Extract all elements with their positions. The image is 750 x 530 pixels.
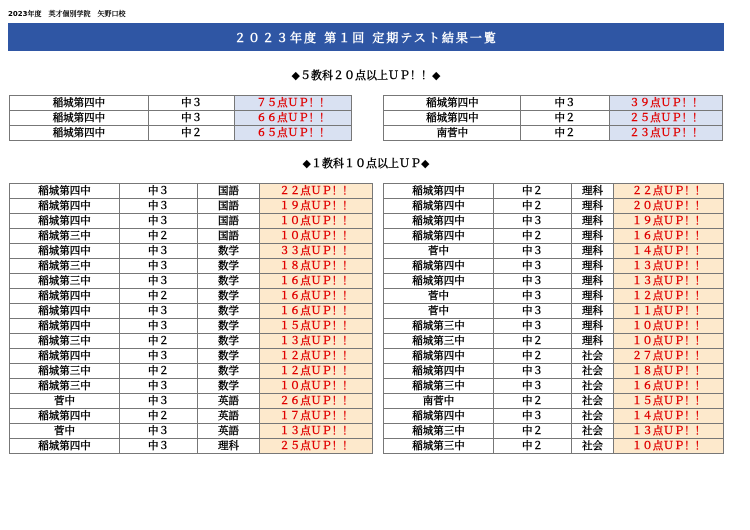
- section2-title: ◆１教科１０点以上ＵＰ◆: [302, 157, 430, 170]
- single-subject-table: [9, 183, 724, 454]
- grade-cell: 中３: [494, 214, 572, 229]
- spacer-cell: [373, 334, 384, 349]
- subject-cell: 社会: [572, 439, 614, 454]
- subject-cell: 英語: [198, 409, 260, 424]
- spacer-cell: [373, 244, 384, 259]
- spacer-cell: [373, 394, 384, 409]
- grade-cell: 中３: [120, 439, 198, 454]
- result-cell: ２２点ＵＰ！！: [260, 184, 373, 199]
- school-cell: 稲城第四中: [10, 126, 149, 141]
- school-cell: 稲城第四中: [384, 96, 521, 111]
- result-cell: １０点ＵＰ！！: [614, 319, 724, 334]
- subject-cell: 社会: [572, 394, 614, 409]
- table-row: [10, 364, 724, 379]
- school-cell: 稲城第四中: [384, 364, 494, 379]
- spacer-cell: [373, 379, 384, 394]
- school-cell: 稲城第三中: [10, 274, 120, 289]
- table-row: [10, 126, 723, 141]
- result-cell: １４点ＵＰ！！: [614, 244, 724, 259]
- spacer-cell: [351, 96, 384, 111]
- school-cell: 稲城第四中: [10, 304, 120, 319]
- school-cell: 稲城第三中: [384, 319, 494, 334]
- school-cell: 稲城第四中: [384, 111, 521, 126]
- subject-cell: 理科: [572, 199, 614, 214]
- school-cell: 菅中: [384, 244, 494, 259]
- result-cell: １０点ＵＰ！！: [614, 334, 724, 349]
- result-cell: １８点ＵＰ！！: [260, 259, 373, 274]
- school-cell: 稲城第四中: [384, 259, 494, 274]
- grade-cell: 中３: [120, 184, 198, 199]
- school-cell: 稲城第四中: [10, 111, 149, 126]
- spacer-cell: [373, 214, 384, 229]
- school-cell: 稲城第四中: [10, 409, 120, 424]
- subject-cell: 国語: [198, 184, 260, 199]
- table-row: [10, 259, 724, 274]
- subject-cell: 英語: [198, 394, 260, 409]
- grade-cell: 中３: [120, 424, 198, 439]
- result-cell: １５点ＵＰ！！: [614, 394, 724, 409]
- grade-cell: 中３: [494, 274, 572, 289]
- result-cell: １７点ＵＰ！！: [260, 409, 373, 424]
- subject-cell: 英語: [198, 424, 260, 439]
- school-cell: 稲城第四中: [384, 349, 494, 364]
- school-cell: 稲城第四中: [10, 349, 120, 364]
- school-cell: 稲城第四中: [10, 199, 120, 214]
- subject-cell: 理科: [572, 214, 614, 229]
- spacer-cell: [373, 199, 384, 214]
- school-cell: 稲城第四中: [10, 96, 149, 111]
- grade-cell: 中３: [120, 319, 198, 334]
- grade-cell: 中２: [521, 111, 609, 126]
- spacer-cell: [351, 111, 384, 126]
- subject-cell: 国語: [198, 214, 260, 229]
- school-cell: 菅中: [384, 304, 494, 319]
- school-cell: 菅中: [10, 394, 120, 409]
- result-cell: １３点ＵＰ！！: [260, 334, 373, 349]
- result-cell: ６５点ＵＰ！！: [235, 126, 351, 141]
- spacer-cell: [373, 229, 384, 244]
- result-cell: ２３点ＵＰ！！: [609, 126, 722, 141]
- result-cell: １３点ＵＰ！！: [614, 424, 724, 439]
- school-cell: 稲城第三中: [10, 379, 120, 394]
- subject-cell: 数学: [198, 349, 260, 364]
- subject-cell: 理科: [572, 274, 614, 289]
- result-cell: ２６点ＵＰ！！: [260, 394, 373, 409]
- grade-cell: 中３: [120, 244, 198, 259]
- grade-cell: 中３: [494, 319, 572, 334]
- school-cell: 稲城第三中: [384, 424, 494, 439]
- grade-cell: 中２: [494, 334, 572, 349]
- table-row: [10, 229, 724, 244]
- table-row: [10, 214, 724, 229]
- subject-cell: 理科: [572, 244, 614, 259]
- school-cell: 稲城第三中: [10, 364, 120, 379]
- result-cell: １３点ＵＰ！！: [614, 274, 724, 289]
- subject-cell: 数学: [198, 244, 260, 259]
- grade-cell: 中３: [148, 111, 234, 126]
- school-cell: 稲城第三中: [384, 334, 494, 349]
- school-cell: 稲城第四中: [384, 184, 494, 199]
- spacer-cell: [373, 409, 384, 424]
- spacer-cell: [373, 304, 384, 319]
- table-row: [10, 289, 724, 304]
- spacer-cell: [373, 184, 384, 199]
- school-cell: 稲城第四中: [384, 229, 494, 244]
- subject-cell: 数学: [198, 289, 260, 304]
- grade-cell: 中３: [120, 349, 198, 364]
- spacer-cell: [373, 364, 384, 379]
- grade-cell: 中３: [120, 259, 198, 274]
- grade-cell: 中３: [120, 304, 198, 319]
- result-cell: １５点ＵＰ！！: [260, 319, 373, 334]
- result-cell: １３点ＵＰ！！: [614, 259, 724, 274]
- grade-cell: 中３: [120, 394, 198, 409]
- school-cell: 稲城第四中: [10, 184, 120, 199]
- subject-cell: 理科: [572, 184, 614, 199]
- result-cell: １０点ＵＰ！！: [260, 214, 373, 229]
- grade-cell: 中３: [521, 96, 609, 111]
- grade-cell: 中２: [148, 126, 234, 141]
- school-cell: 稲城第四中: [384, 409, 494, 424]
- subject-cell: 数学: [198, 379, 260, 394]
- result-cell: １８点ＵＰ！！: [614, 364, 724, 379]
- school-cell: 稲城第三中: [10, 334, 120, 349]
- grade-cell: 中３: [120, 274, 198, 289]
- result-cell: ２７点ＵＰ！！: [614, 349, 724, 364]
- subject-cell: 数学: [198, 304, 260, 319]
- result-cell: ３９点ＵＰ！！: [609, 96, 722, 111]
- school-cell: 稲城第四中: [10, 319, 120, 334]
- subject-cell: 国語: [198, 229, 260, 244]
- result-cell: １０点ＵＰ！！: [260, 379, 373, 394]
- subject-cell: 数学: [198, 364, 260, 379]
- grade-cell: 中３: [494, 304, 572, 319]
- result-cell: １０点ＵＰ！！: [260, 229, 373, 244]
- school-cell: 稲城第三中: [10, 259, 120, 274]
- table-row: [10, 334, 724, 349]
- grade-cell: 中２: [494, 424, 572, 439]
- spacer-cell: [373, 289, 384, 304]
- table-row: [10, 409, 724, 424]
- school-cell: 稲城第三中: [384, 379, 494, 394]
- table-row: [10, 304, 724, 319]
- result-cell: １６点ＵＰ！！: [260, 289, 373, 304]
- grade-cell: 中２: [494, 439, 572, 454]
- spacer-cell: [351, 126, 384, 141]
- result-cell: １１点ＵＰ！！: [614, 304, 724, 319]
- result-cell: １９点ＵＰ！！: [614, 214, 724, 229]
- grade-cell: 中３: [120, 199, 198, 214]
- spacer-cell: [373, 274, 384, 289]
- grade-cell: 中２: [494, 229, 572, 244]
- spacer-cell: [373, 259, 384, 274]
- subject-cell: 数学: [198, 319, 260, 334]
- spacer-cell: [373, 424, 384, 439]
- result-cell: １６点ＵＰ！！: [614, 379, 724, 394]
- grade-cell: 中２: [494, 184, 572, 199]
- result-cell: ２０点ＵＰ！！: [614, 199, 724, 214]
- result-cell: １９点ＵＰ！！: [260, 199, 373, 214]
- grade-cell: 中３: [120, 379, 198, 394]
- school-cell: 稲城第四中: [10, 439, 120, 454]
- table-row: [10, 439, 724, 454]
- result-cell: ２５点ＵＰ！！: [609, 111, 722, 126]
- subject-cell: 国語: [198, 199, 260, 214]
- result-cell: １０点ＵＰ！！: [614, 439, 724, 454]
- header-note: 2023年度 英才個別学院 矢野口校: [8, 10, 126, 18]
- table-row: [10, 349, 724, 364]
- school-cell: 南菅中: [384, 126, 521, 141]
- grade-cell: 中２: [120, 364, 198, 379]
- school-cell: 稲城第四中: [10, 214, 120, 229]
- grade-cell: 中２: [120, 289, 198, 304]
- result-cell: ２５点ＵＰ！！: [260, 439, 373, 454]
- spacer-cell: [373, 319, 384, 334]
- page-title: ２０２３年度 第１回 定期テスト結果一覧: [8, 23, 724, 51]
- grade-cell: 中２: [120, 334, 198, 349]
- grade-cell: 中２: [494, 394, 572, 409]
- table-row: [10, 424, 724, 439]
- table-row: [10, 319, 724, 334]
- school-cell: 菅中: [10, 424, 120, 439]
- table-row: [10, 274, 724, 289]
- school-cell: 稲城第四中: [384, 214, 494, 229]
- subject-cell: 理科: [572, 259, 614, 274]
- result-cell: １２点ＵＰ！！: [260, 364, 373, 379]
- subject-cell: 理科: [572, 229, 614, 244]
- result-cell: ６６点ＵＰ！！: [235, 111, 351, 126]
- school-cell: 稲城第四中: [384, 274, 494, 289]
- school-cell: 稲城第四中: [10, 289, 120, 304]
- school-cell: 稲城第四中: [10, 244, 120, 259]
- spacer-cell: [373, 439, 384, 454]
- result-cell: １３点ＵＰ！！: [260, 424, 373, 439]
- school-cell: 稲城第四中: [384, 199, 494, 214]
- subject-cell: 社会: [572, 424, 614, 439]
- result-cell: １４点ＵＰ！！: [614, 409, 724, 424]
- section1-title: ◆５教科２０点以上ＵＰ！！◆: [291, 69, 441, 82]
- subject-cell: 理科: [198, 439, 260, 454]
- grade-cell: 中３: [494, 244, 572, 259]
- subject-cell: 社会: [572, 409, 614, 424]
- subject-cell: 社会: [572, 349, 614, 364]
- table-row: [10, 379, 724, 394]
- grade-cell: 中３: [494, 259, 572, 274]
- subject-cell: 理科: [572, 289, 614, 304]
- school-cell: 稲城第三中: [384, 439, 494, 454]
- table-row: [10, 244, 724, 259]
- grade-cell: 中２: [494, 349, 572, 364]
- grade-cell: 中３: [494, 289, 572, 304]
- result-cell: １２点ＵＰ！！: [614, 289, 724, 304]
- grade-cell: 中３: [494, 364, 572, 379]
- subject-cell: 理科: [572, 319, 614, 334]
- subject-cell: 数学: [198, 259, 260, 274]
- school-cell: 稲城第三中: [10, 229, 120, 244]
- grade-cell: 中２: [521, 126, 609, 141]
- subject-cell: 社会: [572, 364, 614, 379]
- result-cell: ２２点ＵＰ！！: [614, 184, 724, 199]
- table-row: [10, 96, 723, 111]
- grade-cell: 中２: [120, 409, 198, 424]
- grade-cell: 中３: [148, 96, 234, 111]
- table-row: [10, 199, 724, 214]
- subject-cell: 理科: [572, 304, 614, 319]
- table-row: [10, 184, 724, 199]
- result-cell: １６点ＵＰ！！: [260, 274, 373, 289]
- result-cell: １２点ＵＰ！！: [260, 349, 373, 364]
- grade-cell: 中２: [494, 199, 572, 214]
- result-cell: １６点ＵＰ！！: [260, 304, 373, 319]
- result-cell: １６点ＵＰ！！: [614, 229, 724, 244]
- table-row: [10, 394, 724, 409]
- school-cell: 南菅中: [384, 394, 494, 409]
- spacer-cell: [373, 349, 384, 364]
- subject-cell: 社会: [572, 379, 614, 394]
- school-cell: 菅中: [384, 289, 494, 304]
- table-row: [10, 111, 723, 126]
- grade-cell: 中３: [494, 409, 572, 424]
- grade-cell: 中２: [120, 229, 198, 244]
- subject-cell: 理科: [572, 334, 614, 349]
- result-cell: ３３点ＵＰ！！: [260, 244, 373, 259]
- subject-cell: 数学: [198, 274, 260, 289]
- grade-cell: 中３: [120, 214, 198, 229]
- subject-cell: 数学: [198, 334, 260, 349]
- grade-cell: 中３: [494, 379, 572, 394]
- five-subject-table: [9, 95, 723, 141]
- result-cell: ７５点ＵＰ！！: [235, 96, 351, 111]
